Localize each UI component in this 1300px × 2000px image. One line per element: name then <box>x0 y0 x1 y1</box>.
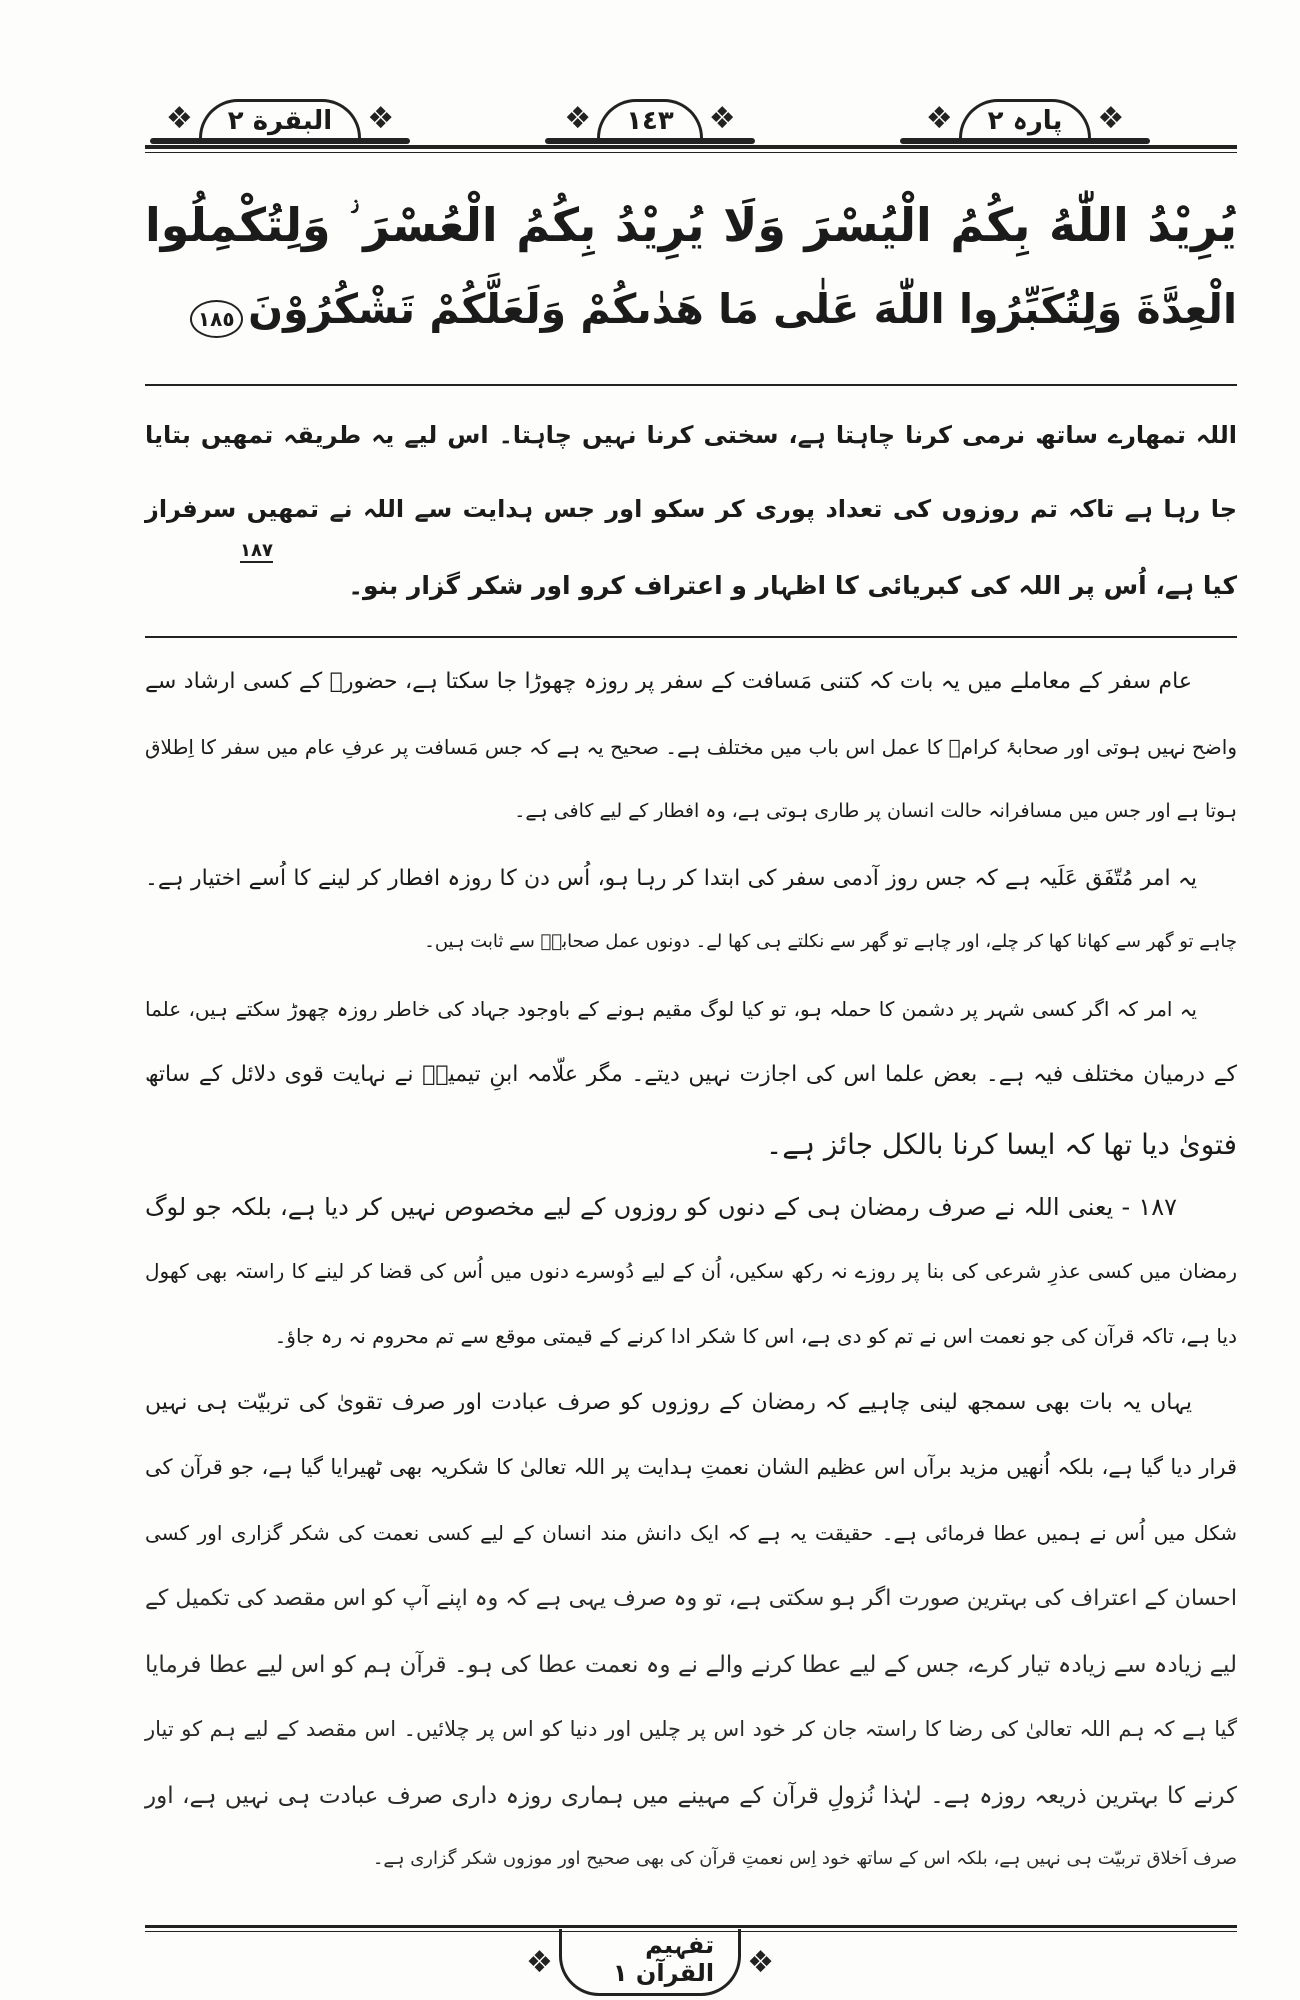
verse-line: الْعِدَّةَ وَلِتُكَبِّرُوا اللّٰهَ عَلٰى مَا هَدٰىكُمْ وَلَعَلَّكُمْ تَشْكُرُوْنَ <box>248 285 1237 333</box>
commentary-line: چاہے تو گھر سے کھانا کھا کر چلے، اور چاہے تو گھر سے نکلتے ہی کھا لے۔ دونوں عمل صحابہؓ سے ثابت ہیں۔ <box>424 931 1237 952</box>
footnote-reference: ۱۸۷ <box>240 540 273 561</box>
verse-line: يُرِيْدُ اللّٰهُ بِكُمُ الْيُسْرَ وَلَا يُرِيْدُ بِكُمُ الْعُسْرَ ؗ وَلِتُكْمِلُوا <box>145 198 1237 252</box>
translation-divider <box>145 636 1237 638</box>
footer-divider <box>145 1925 1237 1928</box>
footer-cartouche <box>520 1931 780 1990</box>
cartouche-base <box>900 138 1150 144</box>
commentary-line: رمضان میں کسی عذرِ شرعی کی بنا پر روزے نہ رکھ سکیں، اُن کے لیے دُوسرے دنوں میں اُس کی قضا کر لینے کا راستہ بھی کھول <box>145 1258 1237 1283</box>
commentary-line: فتویٰ دیا تھا کہ ایسا کرنا بالکل جائز ہے۔ <box>765 1127 1237 1161</box>
ornament-icon: ❖ <box>1097 100 1125 136</box>
book-title: تفہیم القرآن ١ <box>559 1929 741 1996</box>
header-divider <box>145 145 1237 149</box>
commentary-line: ۱۸۷ - یعنی اللہ نے صرف رمضان ہی کے دنوں کو روزوں کے لیے مخصوص نہیں کر دیا ہے، بلکہ جو لوگ <box>145 1193 1177 1221</box>
translation-line: جا رہا ہے تاکہ تم روزوں کی تعداد پوری کر سکو اور جس ہدایت سے اللہ نے تمھیں سرفراز <box>145 495 1237 523</box>
commentary-line: واضح نہیں ہوتی اور صحابۂ کرامؓ کا عمل اس باب میں مختلف ہے۔ صحیح یہ ہے کہ جس مَسافت پر عرفِ عام میں سفر کا اِطلاق <box>145 734 1237 759</box>
commentary-line: احسان کے اعتراف کی بہترین صورت اگر ہو سکتی ہے، تو وہ صرف یہی ہے کہ وہ اپنے آپ کو اس مقصد کی تکمیل کے <box>145 1586 1237 1611</box>
page-number: ١٤٣ <box>597 99 703 138</box>
translation-line: اللہ تمھارے ساتھ نرمی کرنا چاہتا ہے، سختی کرنا نہیں چاہتا۔ اس لیے یہ طریقہ تمھیں بتایا <box>145 421 1237 449</box>
header-page-cartouche <box>545 92 755 144</box>
header-para-cartouche <box>900 92 1150 144</box>
commentary-line: قرار دیا گیا ہے، بلکہ اُنھیں مزید برآں اس عظیم الشان نعمتِ ہدایت پر اللہ تعالیٰ کا شکریہ بھی ٹھیرایا گیا ہے، جو قرآن کی <box>145 1455 1237 1479</box>
commentary-line: کرنے کا بہترین ذریعہ روزہ ہے۔ لہٰذا نُزولِ قرآن کے مہینے میں ہماری روزہ داری صرف عبادت ہی نہیں ہے، اور <box>145 1782 1237 1809</box>
commentary-line: دیا ہے، تاکہ قرآن کی جو نعمت اس نے تم کو دی ہے، اس کا شکر ادا کرنے کے قیمتی موقع سے تم محروم نہ رہ جاؤ۔ <box>274 1324 1237 1348</box>
header-surah-cartouche <box>150 92 410 144</box>
commentary-line: یہ امر کہ اگر کسی شہر پر دشمن کا حملہ ہو، تو کیا لوگ مقیم ہونے کے باوجود جہاد کی خاطر روزہ چھوڑ سکتے ہیں، علما <box>145 996 1197 1021</box>
verse-line-with-number <box>145 283 1237 338</box>
ornament-icon: ❖ <box>367 100 395 136</box>
ornament-icon: ❖ <box>708 100 736 136</box>
commentary-line: عام سفر کے معاملے میں یہ بات کہ کتنی مَسافت کے سفر پر روزہ چھوڑا جا سکتا ہے، حضورؐ کے کسی ارشاد سے <box>145 669 1192 694</box>
verse-divider <box>145 384 1237 386</box>
commentary-line: گیا ہے کہ ہم اللہ تعالیٰ کی رضا کا راستہ جان کر خود اس پر چلیں اور دنیا کو اس پر چلائیں۔ اس مقصد کے لیے ہم کو تیار <box>145 1717 1237 1741</box>
ornament-icon: ❖ <box>747 1945 774 1980</box>
ornament-icon: ❖ <box>526 1945 553 1980</box>
commentary-line: صرف اَخلاق تربیّت ہی نہیں ہے، بلکہ اس کے ساتھ خود اِس نعمتِ قرآن کی بھی صحیح اور موزوں شکر گزاری ہے۔ <box>372 1848 1237 1869</box>
header-divider-thin <box>145 152 1237 153</box>
commentary-line: یہاں یہ بات بھی سمجھ لینی چاہیے کہ رمضان کے روزوں کو صرف عبادت اور صرف تقویٰ کی تربیّت ہی نہیں <box>145 1389 1192 1415</box>
ornament-icon: ❖ <box>564 100 592 136</box>
ayah-number: ١٨٥ <box>190 300 243 338</box>
ornament-icon: ❖ <box>165 100 193 136</box>
commentary-line: یہ امر مُتّفَق عَلَیہ ہے کہ جس روز آدمی سفر کی ابتدا کر رہا ہو، اُس دن کا روزہ افطار کر لینے کا اُسے اختیار ہے۔ <box>145 865 1197 891</box>
commentary-line: ہوتا ہے اور جس میں مسافرانہ حالت انسان پر طاری ہوتی ہے، وہ افطار کے لیے کافی ہے۔ <box>514 800 1237 822</box>
header-surah: البقرة ٢ <box>199 99 361 138</box>
header-para: پارہ ٢ <box>959 99 1092 138</box>
cartouche-base <box>150 138 410 144</box>
commentary-line: لیے زیادہ سے زیادہ تیار کرے، جس کے لیے عطا کرنے والے نے وہ نعمت عطا کی ہو۔ قرآن ہم کو اس لیے عطا فرمایا <box>145 1651 1237 1678</box>
translation-line: کیا ہے، اُس پر اللہ کی کبریائی کا اظہار و اعتراف کرو اور شکر گزار بنو۔ <box>348 571 1237 600</box>
ornament-icon: ❖ <box>925 100 953 136</box>
commentary-line: شکل میں اُس نے ہمیں عطا فرمائی ہے۔ حقیقت یہ ہے کہ ایک دانش مند انسان کے لیے کسی نعمت کی شکر گزاری اور کسی <box>145 1520 1237 1545</box>
cartouche-base <box>545 138 755 144</box>
commentary-line: کے درمیان مختلف فیہ ہے۔ بعض علما اس کی اجازت نہیں دیتے۔ مگر علّامہ ابنِ تیمیہؒ نے نہایت قوی دلائل کے ساتھ <box>145 1062 1237 1087</box>
